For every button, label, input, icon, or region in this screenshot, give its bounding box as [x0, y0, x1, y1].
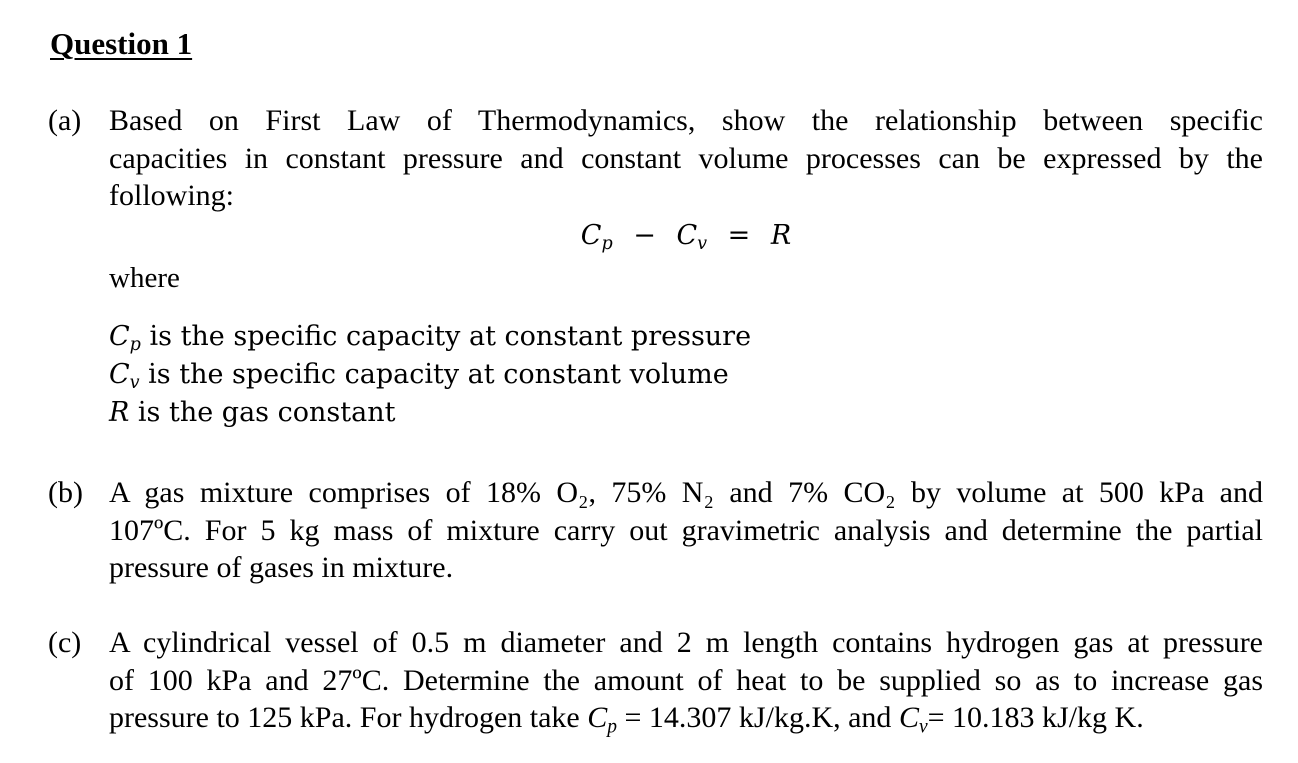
part-c-line-2: of 100 kPa and 27ºC. Determine the amount of heat to be supplied so as to increase gas [109, 663, 1263, 697]
part-c-label: (c) [48, 626, 82, 659]
def-cv-text: is the specific capacity at constant volume [139, 359, 729, 390]
definition-cp [109, 316, 751, 358]
part-b-line-1: A gas mixture comprises of 18% O₂, 75% N₂ and 7% CO₂ by volume at 500 kPa and [109, 476, 1263, 509]
equation-cp-minus-cv [0, 220, 1298, 254]
def-cv-symbol: C [109, 359, 130, 390]
part-c-line-3-a: pressure to 125 kPa. For hydrogen take [109, 701, 588, 734]
where-label: where [109, 262, 180, 294]
part-b-text [109, 474, 1263, 587]
cv-symbol: C [898, 701, 919, 734]
definition-r [109, 392, 751, 434]
definitions-list [109, 316, 751, 434]
cp-symbol: C [587, 701, 608, 734]
def-r-text: is the gas constant [129, 397, 396, 428]
eq-cp-symbol: C [580, 220, 602, 251]
part-a-line-1: Based on First Law of Thermodynamics, show the relationship between specific [109, 104, 1263, 137]
eq-r-symbol: R [770, 220, 792, 251]
cp-sub: p [607, 716, 618, 738]
part-c-line-3-b: = 14.307 kJ/kg.K, and [617, 701, 899, 734]
eq-minus: − [633, 220, 656, 251]
part-a-text [109, 102, 1263, 215]
definition-cv [109, 354, 751, 396]
eq-cv-sub: v [697, 233, 708, 254]
part-a-label: (a) [48, 104, 82, 137]
eq-equals: = [727, 220, 751, 251]
def-cp-symbol: C [109, 321, 130, 352]
def-cv-sub: v [129, 372, 140, 393]
part-a-line-3: following: [109, 179, 234, 212]
def-r-symbol: R [109, 397, 130, 428]
part-b-line-3: pressure of gases in mixture. [109, 551, 454, 584]
eq-cp-sub: p [601, 233, 613, 254]
part-b-label: (b) [48, 476, 83, 509]
part-c-line-3 [109, 699, 1263, 737]
def-cp-text: is the specific capacity at constant pressure [140, 321, 752, 352]
eq-cv-symbol: C [676, 220, 698, 251]
part-b-line-2: 107ºC. For 5 kg mass of mixture carry out gravimetric analysis and determine the partial [109, 513, 1263, 547]
part-c-text [109, 624, 1263, 737]
question-title: Question 1 [50, 26, 193, 61]
def-cp-sub: p [129, 334, 141, 355]
part-c-line-1: A cylindrical vessel of 0.5 m diameter and 2 m length contains hydrogen gas at pressure [109, 626, 1263, 659]
cv-sub: v [918, 716, 928, 738]
part-c-line-3-c: = 10.183 kJ/kg K. [927, 701, 1144, 734]
part-a-line-2: capacities in constant pressure and constant volume processes can be expressed by the [109, 141, 1263, 175]
